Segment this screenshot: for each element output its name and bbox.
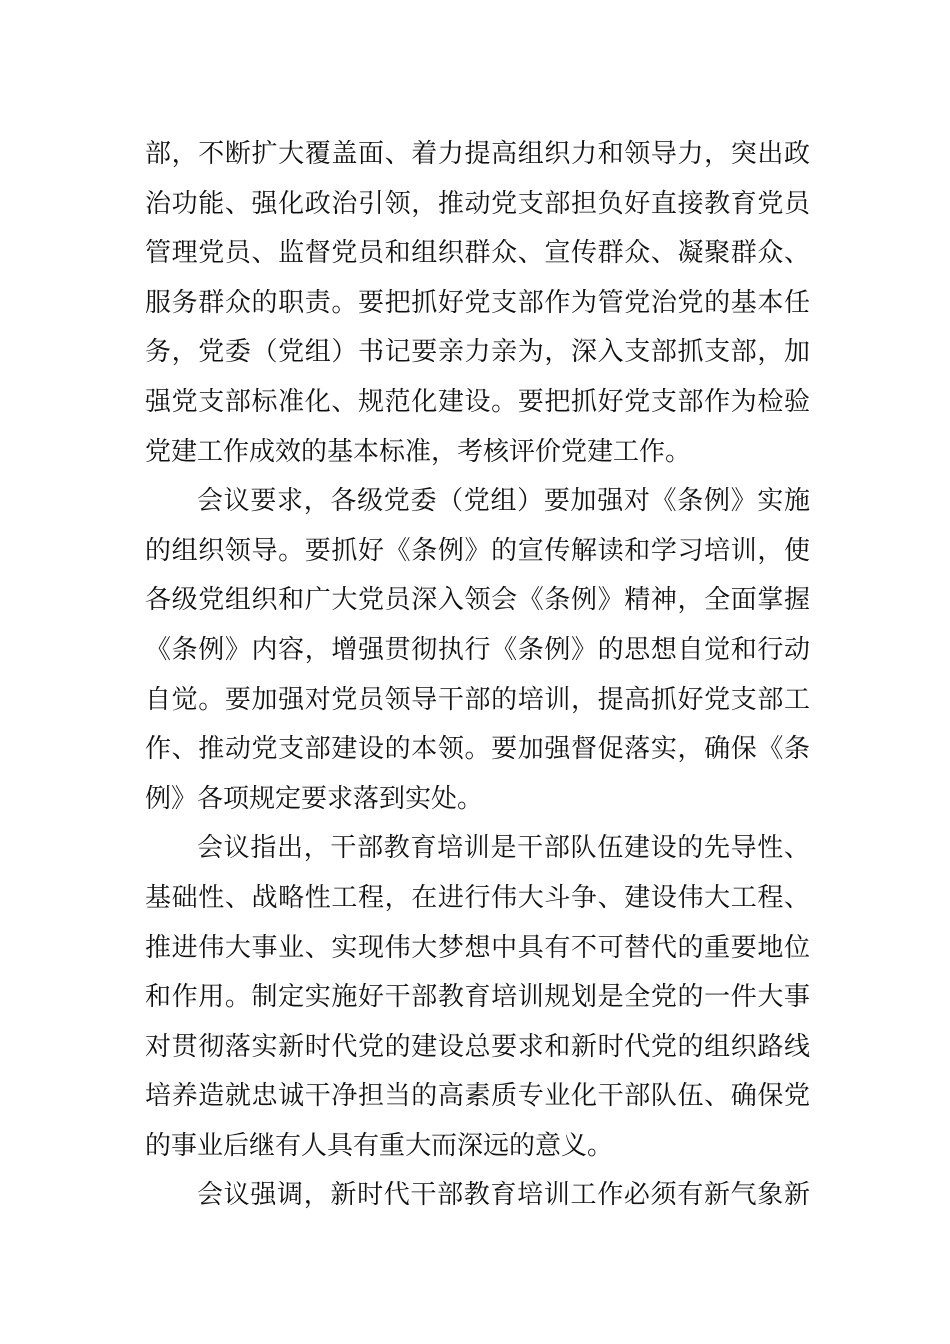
paragraph-first-line: 会议要求，各级党委（党组）要加强对《条例》实施 bbox=[197, 486, 810, 517]
paragraph-first-line: 会议强调，新时代干部教育培训工作必须有新气象新 bbox=[197, 1180, 810, 1211]
text-line: 作、推动党支部建设的本领。要加强督促落实，确保《条 bbox=[145, 734, 810, 765]
text-line: 基础性、战略性工程，在进行伟大斗争、建设伟大工程、 bbox=[145, 882, 810, 913]
text-line: 务，党委（党组）书记要亲力亲为，深入支部抓支部，加 bbox=[145, 337, 810, 368]
text-line: 自觉。要加强对党员领导干部的培训，提高抓好党支部工 bbox=[145, 684, 810, 715]
body-text bbox=[145, 130, 810, 1221]
text-line: 例》各项规定要求落到实处。 bbox=[145, 783, 484, 814]
text-line: 培养造就忠诚干净担当的高素质专业化干部队伍、确保党 bbox=[145, 1081, 810, 1112]
text-line: 的事业后继有人具有重大而深远的意义。 bbox=[145, 1130, 614, 1161]
text-line: 和作用。制定实施好干部教育培训规划是全党的一件大事 bbox=[145, 982, 810, 1013]
text-line: 管理党员、监督党员和组织群众、宣传群众、凝聚群众、 bbox=[145, 238, 810, 269]
text-line: 服务群众的职责。要把抓好党支部作为管党治党的基本任 bbox=[145, 287, 810, 318]
paragraph-first-line: 会议指出，干部教育培训是干部队伍建设的先导性、 bbox=[197, 833, 810, 864]
text-line: 党建工作成效的基本标准，考核评价党建工作。 bbox=[145, 436, 692, 467]
text-line: 部，不断扩大覆盖面、着力提高组织力和领导力，突出政 bbox=[145, 139, 810, 169]
text-line: 强党支部标准化、规范化建设。要把抓好党支部作为检验 bbox=[145, 386, 810, 417]
text-line: 推进伟大事业、实现伟大梦想中具有不可替代的重要地位 bbox=[145, 932, 810, 963]
text-line: 各级党组织和广大党员深入领会《条例》精神，全面掌握 bbox=[145, 585, 810, 616]
text-line: 治功能、强化政治引领，推动党支部担负好直接教育党员 bbox=[145, 188, 810, 219]
text-line: 《条例》内容，增强贯彻执行《条例》的思想自觉和行动 bbox=[145, 634, 810, 665]
text-line: 的组织领导。要抓好《条例》的宣传解读和学习培训，使 bbox=[145, 535, 810, 566]
text-line: 对贯彻落实新时代党的建设总要求和新时代党的组织路线 bbox=[145, 1031, 810, 1062]
